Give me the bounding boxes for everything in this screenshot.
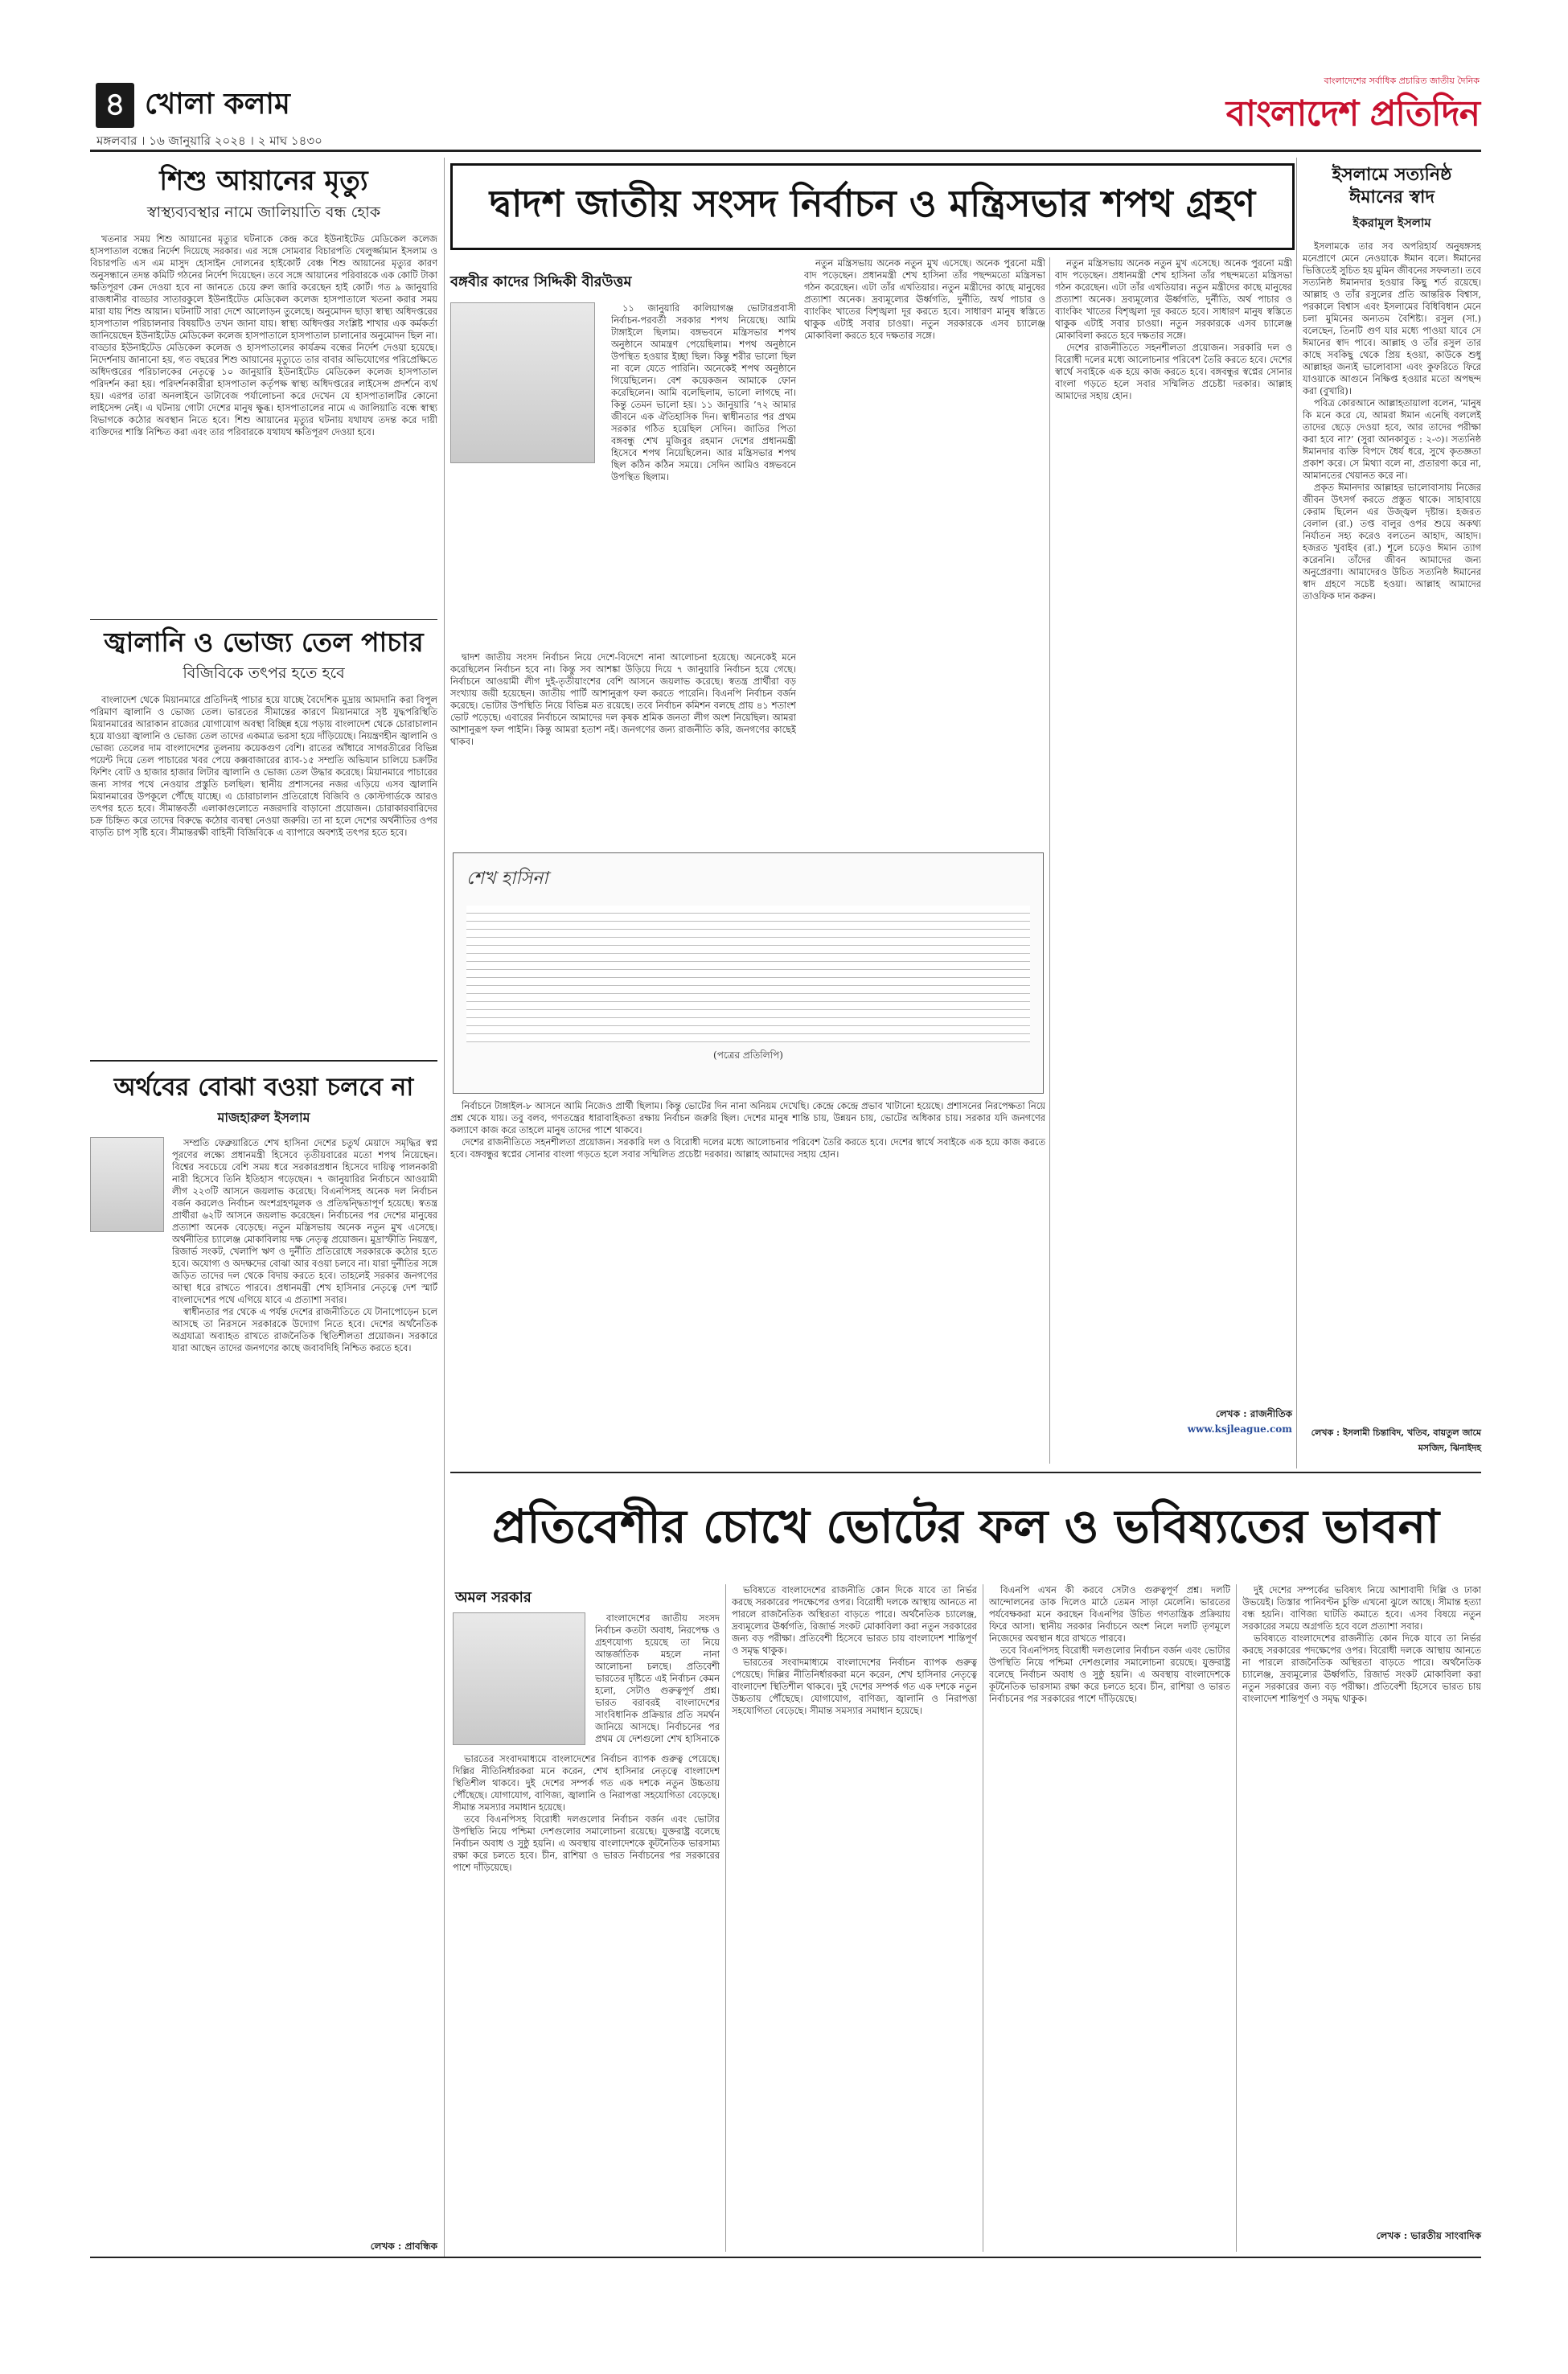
main-article-body (611, 302, 796, 648)
divider (90, 619, 437, 620)
islam-title: ইসলামে সত্যনিষ্ঠ ঈমানের স্বাদ (1332, 165, 1452, 207)
letter-signature-top: শেখ হাসিনা (466, 869, 548, 889)
letter-facsimile (453, 852, 1044, 1094)
islam-footer: লেখক : ইসলামী চিন্তাবিদ, খতিব, বায়তুল জামে মসজিদ, ঝিনাইদহ (1311, 1427, 1481, 1453)
main-article-body (450, 651, 796, 844)
islam-column (1303, 161, 1481, 1464)
editorial-1-subtitle: স্বাস্থ্যব্যবস্থার নামে জালিয়াতি বন্ধ হোক (146, 203, 381, 221)
editorial-1-paragraph: খতনার সময় শিশু আয়ানের মৃত্যুর ঘটনাকে কেন্দ্র করে ইউনাইটেড মেডিকেল কলেজ হাসপাতাল বন্ধের নির্দেশ দিয়েছে সরকার। এর সঙ্গে সোমবার বিচারপতি খেলুর্জ্জামান ইসলাম ও বিচারপতি এস এম মাসুদ হোসাইন দোলনের হাইকোর্ট বেঞ্চ শিশু আয়ানের মৃত্যুর কারণ অনুসন্ধানে তদন্ত কমিটি গঠনের নির্দেশ দিয়েছেন। তবে সঙ্গে আয়ানের পরিবারকে এক কোটি টাকা ক্ষতিপূরণ কেন দেওয়া হবে না জানতে চেয়ে রুল জারি করেছেন হাই কোর্ট। গত ৯ জানুয়ারি রাজধানীর বাড্ডার সাতারকুলে ইউনাইটেড মেডিকেল কলেজ হাসপাতালে খতনা করার সময় মারা যায় শিশু আয়ান। ঘটনাটি সারা দেশে আলোড়ন তুলেছে। অনুমোদন ছাড়া স্বাস্থ্য অধিদপ্তরের হাসপাতাল পরিচালনার বিষয়টিও তখন জানা যায়। স্বাস্থ্য অধিদপ্তর সংশ্লিষ্ট শাখার এক কর্মকর্তা জানিয়েছেন ইউনাইটেড মেডিকেল কলেজ হাসপাতালে হাসপাতাল চালানোর অনুমোদন ছিল না। বাড্ডার ইউনাইটেড মেডিকেল কলেজ ও হাসপাতালের কার্যক্রম বন্ধের নির্দেশ দেওয়া হয়েছে। নিদের্শনায় জানানো হয়, গত বছরের শিশু আয়ানের মৃত্যুতে তার বাবার অভিযোগের পরিপ্রেক্ষিতে অধিদপ্তরের পরিচালকের নেতৃত্বে ১০ জানুয়ারি ইউনাইটেড মেডিকেল কলেজ হাসপাতাল পরিদর্শন করা হয়। পরিদর্শনকারীরা হাসপাতাল কর্তৃপক্ষ স্বাস্থ্য অধিদপ্তরের লাইসেন্স প্রদর্শনে ব্যর্থ হয়। এরপর তারা অনলাইনে ডাটাবেজ পর্যালোচনা করে দেখেন যে হাসপাতালটির কোনো লাইসেন্স নেই। এ ঘটনায় গোটা দেশের মানুষ ক্ষুব্ধ। হাসপাতালের নামে এ জালিয়াতি বন্ধে স্বাস্থ্য বিভাগকে কঠোর অবস্থান নিতে হবে। শিশু আয়ানের মৃত্যুর ঘটনায় যথাযথ তদন্ত করে দায়ী ব্যক্তিদের শাস্তি নিশ্চিত করা এবং তার পরিবারকে যথাযথ ক্ষতিপূরণ দেওয়া হবে। (90, 232, 437, 437)
islam-paragraph: ইসলামকে তার সব অপরিহার্য অনুষঙ্গসহ মনেপ্রাণে মেনে নেওয়াকে ঈমান বলে। ঈমানের ভিত্তিতেই সুচিত হয় মুমিন জীবনের সফলতা। তবে সত্যনিষ্ঠ ঈমানদার হওয়ার কিছু শর্ত রয়েছে। আল্লাহ ও তাঁর রসুলের প্রতি আন্তরিক বিশ্বাস, পরকালে বিশ্বাস এবং ইসলামের বিধিবিধান মেনে চলা মুমিনের অন্যতম বৈশিষ্ট্য। রসুল (সা.) বলেছেন, তিনটি গুণ যার মধ্যে পাওয়া যাবে সে ঈমানের স্বাদ পাবে। আল্লাহ ও তাঁর রসুল তার কাছে সবকিছু থেকে প্রিয় হওয়া, কাউকে শুধু আল্লাহর জন্যই ভালোবাসা এবং কুফরিতে ফিরে যাওয়াকে আগুনে নিক্ষিপ্ত হওয়ার মতো অপছন্দ করা (বুখারি)। (1303, 240, 1481, 396)
bottom-paragraph: ভারতের সংবাদমাধ্যমে বাংলাদেশের নির্বাচন ব্যাপক গুরুত্ব পেয়েছে। দিল্লির নীতিনির্ধারকরা মনে করেন, শেখ হাসিনার নেতৃত্বে বাংলাদেশ স্থিতিশীল থাকবে। দুই দেশের সম্পর্ক গত এক দশকে নতুন উচ্চতায় পৌঁছেছে। যোগাযোগ, বাণিজ্য, জ্বালানি ও নিরাপত্তা সহযোগিতা বেড়েছে। সীমান্ত সমস্যার সমাধান হয়েছে। (453, 1753, 720, 1813)
bottom-article-body (989, 1584, 1230, 2236)
letter-caption: (পত্রের প্রতিলিপি) (713, 1049, 783, 1061)
bottom-paragraph: বাংলাদেশের জাতীয় সংসদ নির্বাচন কতটা অবাধ, নিরপেক্ষ ও গ্রহণযোগ্য হয়েছে তা নিয়ে আন্তর্জাতিক মহলে নানা আলোচনা চলছে। প্রতিবেশী ভারতের দৃষ্টিতে এই নির্বাচন কেমন হলো, সেটাও গুরুত্বপূর্ণ প্রশ্ন। ভারত বরাবরই বাংলাদেশের সাংবিধানিক প্রক্রিয়ার প্রতি সমর্থন জানিয়ে আসছে। নির্বাচনের পর প্রথম যে দেশগুলো শেখ হাসিনাকে (595, 1612, 720, 1744)
main-paragraph: ১১ জানুয়ারি কালিয়াগঞ্জ ভোটারপ্রবাসী নির্বাচন-পরবর্তী সরকার শপথ নিয়েছে। আমি টাঙ্গাইলে ছিলাম। বঙ্গভবনে মন্ত্রিসভার শপথ অনুষ্ঠানে আমন্ত্রণ পেয়েছিলাম। শপথ অনুষ্ঠানে উপস্থিত হওয়ার ইচ্ছা ছিল। কিন্তু শরীর ভালো ছিল না বলে যেতে পারিনি। অনেকেই শপথ অনুষ্ঠানে গিয়েছিলেন। বেশ কয়েকজন আমাকে ফোন করেছিলেন। আমি বলেছিলাম, ভালো লাগছে না। কিন্তু তেমন ভালো হয়। ১১ জানুয়ারি ’৭২ আমার জীবনে এক ঐতিহাসিক দিন। স্বাধীনতার পর প্রথম সরকার গঠিত হয়েছিল সেদিন। জাতির পিতা বঙ্গবন্ধু শেখ মুজিবুর রহমান দেশের প্রধানমন্ত্রী হিসেবে শপথ নিয়েছিলেন। আর মন্ত্রিসভার শপথ ছিল কঠিন কঠিন সময়ে। সেদিন আমিও বঙ্গভবনে উপস্থিত ছিলাম। (611, 302, 796, 483)
article-small-paragraph: স্বাধীনতার পর থেকে এ পর্যন্ত দেশের রাজনীতিতে যে টানাপোড়েন চলে আসছে তা নিরসনে সরকারকে উদ্যোগ নিতে হবে। দেশের অর্থনৈতিক অগ্রযাত্রা অব্যাহত রাখতে রাজনৈতিক স্থিতিশীলতা প্রয়োজন। সরকারে যারা আছেন তাদের জনগণের কাছে জবাবদিহি নিশ্চিত করতে হবে। (172, 1305, 437, 1353)
section-rule (450, 1472, 1481, 1473)
editorial-1-body (90, 233, 437, 619)
article-small-footer: লেখক : প্রাবন্ধিক (370, 2241, 437, 2252)
bottom-paragraph: তবে বিএনপিসহ বিরোধী দলগুলোর নির্বাচন বর্জন এবং ভোটার উপস্থিতি নিয়ে পশ্চিমা দেশগুলোর সমালোচনা রয়েছে। যুক্তরাষ্ট্র বলেছে নির্বাচন অবাধ ও সুষ্ঠু হয়নি। এ অবস্থায় বাংলাদেশকে কূটনৈতিক ভারসাম্য রক্ষা করে চলতে হবে। চীন, রাশিয়া ও ভারত নির্বাচনের পর সরকারের পাশে দাঁড়িয়েছে। (453, 1813, 720, 1873)
date-line: মঙ্গলবার । ১৬ জানুয়ারি ২০২৪ । ২ মাঘ ১৪৩০ (96, 133, 322, 148)
column-divider (1296, 158, 1297, 1468)
author-photo (453, 1612, 585, 1745)
islam-paragraph: পবিত্র কোরআনে আল্লাহতায়ালা বলেন, ‘মানুষ কি মনে করে যে, আমরা ঈমান এনেছি বললেই তাদের ছেড়ে দেওয়া হবে, আর তাদের পরীক্ষা করা হবে না?’ (সুরা আনকাবুত : ২-৩)। সত্যনিষ্ঠ ঈমানদার ব্যক্তি বিপদে ধৈর্য ধরে, সুখে কৃতজ্ঞতা প্রকাশ করে। সে মিথ্যা বলে না, প্রতারণা করে না, আমানতের খেয়ানত করে না। (1303, 397, 1481, 481)
main-article-url: www.ksjleague.com (1187, 1423, 1292, 1435)
main-article-body (450, 1100, 1045, 1470)
masthead-rule (90, 150, 1481, 152)
main-article-footer: লেখক : রাজনীতিক (1215, 1408, 1292, 1419)
letter-lines (466, 906, 1030, 1042)
column-divider (1236, 1584, 1237, 2252)
bottom-paragraph: দুই দেশের সম্পর্কের ভবিষ্যৎ নিয়ে আশাবাদী দিল্লি ও ঢাকা উভয়েই। তিস্তার পানিবণ্টন চুক্তি এখনো ঝুলে আছে। সীমান্ত হত্যা বন্ধ হয়নি। বাণিজ্য ঘাটতি কমাতে হবে। এসব বিষয়ে নতুন সরকারের সময়ে অগ্রগতি হবে বলে প্রত্যাশা সবার। (1242, 1584, 1481, 1632)
bottom-article-body (453, 1753, 720, 2236)
page-number-badge (96, 83, 134, 128)
main-author: বঙ্গবীর কাদের সিদ্দিকী বীরউত্তম (450, 273, 632, 290)
bottom-paragraph: ভারতের সংবাদমাধ্যমে বাংলাদেশের নির্বাচন ব্যাপক গুরুত্ব পেয়েছে। দিল্লির নীতিনির্ধারকরা মনে করেন, শেখ হাসিনার নেতৃত্বে বাংলাদেশ স্থিতিশীল থাকবে। দুই দেশের সম্পর্ক গত এক দশকে নতুন উচ্চতায় পৌঁছেছে। যোগাযোগ, বাণিজ্য, জ্বালানি ও নিরাপত্তা সহযোগিতা বেড়েছে। সীমান্ত সমস্যার সমাধান হয়েছে। (732, 1657, 977, 1716)
author-photo (90, 1137, 164, 1232)
main-headline: দ্বাদশ জাতীয় সংসদ নির্বাচন ও মন্ত্রিসভার শপথ গ্রহণ (450, 163, 1295, 250)
editorial-2-body (90, 694, 437, 1060)
bottom-author: অমল সরকার (455, 1589, 532, 1606)
bottom-article-footer: লেখক : ভারতীয় সাংবাদিক (1376, 2230, 1481, 2241)
islam-paragraph: প্রকৃত ঈমানদার আল্লাহর ভালোবাসায় নিজের জীবন উৎসর্গ করতে প্রস্তুত থাকে। সাহাবায়ে কেরাম ছিলেন এর উজ্জ্বল দৃষ্টান্ত। হজরত বেলাল (রা.) তপ্ত বালুর ওপর শুয়ে অকথ্য নির্যাতন সহ্য করেও বলতেন আহাদ, আহাদ। হজরত খুবাইব (রা.) শূলে চড়েও ঈমান ত্যাগ করেননি। তাঁদের জীবন আমাদের জন্য অনুপ্রেরণা। আমাদেরও উচিত সত্যনিষ্ঠ ঈমানের স্বাদ গ্রহণে সচেষ্ট হওয়া। আল্লাহ আমাদের তাওফিক দান করুন। (1303, 482, 1481, 602)
editorial-2-subtitle: বিজিবিকে তৎপর হতে হবে (183, 663, 345, 682)
bottom-article-body (732, 1584, 977, 2236)
article-small-author: মাজহারুল ইসলাম (217, 1109, 310, 1125)
divider (90, 1060, 437, 1062)
paper-logo (1102, 87, 1480, 146)
editorial-1-title: শিশু আয়ানের মৃত্যু (159, 165, 368, 197)
article-small-title: অর্থবের বোঝা বওয়া চলবে না (113, 1073, 414, 1102)
author-photo (450, 302, 595, 463)
bottom-article-body (1242, 1584, 1481, 2220)
islam-body (1303, 240, 1481, 1423)
article-small-paragraph: সম্প্রতি ফেব্রুয়ারিতে শেখ হাসিনা দেশের চতুর্থ মেয়াদে সমৃদ্ধির স্বপ্ন পূরণের লক্ষ্যে প্রধানমন্ত্রী হিসেবে তৃতীয়বারের মতো শপথ নিয়েছেন। বিশ্বের সবচেয়ে বেশি সময় ধরে সরকারপ্রধান হিসেবে দায়িত্ব পালনকারী নারী হিসেবে তিনি ইতিহাস গড়েছেন। ৭ জানুয়ারির নির্বাচনে আওয়ামী লীগ ২২৩টি আসনে জয়লাভ করেছে। বিএনপিসহ অনেক দল নির্বাচন বর্জন করলেও নির্বাচন অংশগ্রহণমূলক ও প্রতিদ্বন্দ্বিতাপূর্ণ হয়েছে। স্বতন্ত্র প্রার্থীরা ৬২টি আসনে জয়লাভ করেছেন। নির্বাচনের পর দেশের মানুষের প্রত্যাশা অনেক বেড়েছে। নতুন মন্ত্রিসভায় অনেক নতুন মুখ এসেছে। অর্থনীতির চ্যালেঞ্জ মোকাবিলায় দক্ষ নেতৃত্ব প্রয়োজন। মুদ্রাস্ফীতি নিয়ন্ত্রণ, রিজার্ভ সংকট, খেলাপি ঋণ ও দুর্নীতি প্রতিরোধে সরকারকে কঠোর হতে হবে। অযোগ্য ও অদক্ষদের বোঝা আর বওয়া চলবে না। যারা দুর্নীতির সঙ্গে জড়িত তাদের দল থেকে বিদায় করতে হবে। তাহলেই সরকার জনগণের আস্থা ধরে রাখতে পারবে। প্রধানমন্ত্রী শেখ হাসিনার নেতৃত্বে দেশ স্মার্ট বাংলাদেশের পথে এগিয়ে যাবে এ প্রত্যাশা সবার। (172, 1136, 437, 1305)
main-article-body (804, 257, 1045, 836)
column-divider (1049, 257, 1050, 1464)
main-paragraph: নতুন মন্ত্রিসভায় অনেক নতুন মুখ এসেছে। অনেক পুরনো মন্ত্রী বাদ পড়েছেন। প্রধানমন্ত্রী শেখ হাসিনা তাঁর পছন্দমতো মন্ত্রিসভা গঠন করেছেন। এটা তাঁর এখতিয়ার। নতুন মন্ত্রীদের কাছে মানুষের প্রত্যাশা অনেক। দ্রব্যমূল্যের ঊর্ধ্বগতি, দুর্নীতি, অর্থ পাচার ও ব্যাংকিং খাতের বিশৃঙ্খলা দূর করতে হবে। সাধারণ মানুষ স্বস্তিতে থাকুক এটাই সবার চাওয়া। নতুন সরকারকে এসব চ্যালেঞ্জ মোকাবিলা করতে হবে দক্ষতার সঙ্গে। (804, 257, 1045, 341)
column-divider (725, 1584, 726, 2252)
bottom-article-body (595, 1612, 720, 1745)
column-divider (444, 158, 445, 2257)
bottom-page-rule (90, 2257, 1481, 2258)
editorial-1 (90, 161, 437, 615)
section-title: খোলা কলাম (145, 88, 290, 121)
bottom-headline: প্রতিবেশীর চোখে ভোটের ফল ও ভবিষ্যতের ভাবনা (491, 1499, 1440, 1554)
main-paragraph: নির্বাচনে টাঙ্গাইল-৮ আসনে আমি নিজেও প্রার্থী ছিলাম। কিন্তু ভোটের দিন নানা অনিয়ম দেখেছি। কেন্দ্রে কেন্দ্রে প্রভাব খাটানো হয়েছে। প্রশাসনের নিরপেক্ষতা নিয়ে প্রশ্ন থেকে যায়। তবু বলব, গণতন্ত্রের ধারাবাহিকতা রক্ষায় নির্বাচন জরুরি ছিল। দেশের মানুষ শান্তি চায়, উন্নয়ন চায়, ভোটের অধিকার চায়। সরকার যদি জনগণের কল্যাণে কাজ করে তাহলে মানুষ তাদের পাশে থাকবে। (450, 1100, 1045, 1136)
bottom-paragraph: ভবিষ্যতে বাংলাদেশের রাজনীতি কোন দিকে যাবে তা নির্ভর করছে সরকারের পদক্ষেপের ওপর। বিরোধী দলকে আস্থায় আনতে না পারলে রাজনৈতিক অস্থিরতা বাড়তে পারে। অর্থনৈতিক চ্যালেঞ্জ, দ্রব্যমূল্যের ঊর্ধ্বগতি, রিজার্ভ সংকট মোকাবিলা করা নতুন সরকারের জন্য বড় পরীক্ষা। প্রতিবেশী হিসেবে ভারত চায় বাংলাদেশ শান্তিপূর্ণ ও সমৃদ্ধ থাকুক। (732, 1584, 977, 1656)
islam-author: ইকরামুল ইসলাম (1353, 216, 1431, 230)
main-paragraph: দ্বাদশ জাতীয় সংসদ নির্বাচন নিয়ে দেশে-বিদেশে নানা আলোচনা হয়েছে। অনেকেই মনে করেছিলেন নির্বাচন হবে না। কিন্তু সব আশঙ্কা উড়িয়ে দিয়ে ৭ জানুয়ারি নির্বাচন হয়ে গেছে। নির্বাচনে আওয়ামী লীগ দুই-তৃতীয়াংশের বেশি আসনে জয়লাভ করেছে। স্বতন্ত্র প্রার্থীরা বড় সংখ্যায় জয়ী হয়েছেন। জাতীয় পার্টি আশানুরূপ ফল করতে পারেনি। বিএনপি নির্বাচন বর্জন করেছে। ভোটার উপস্থিতি নিয়ে বিভিন্ন মত রয়েছে। তবে নির্বাচন কমিশন বলছে প্রায় ৪১ শতাংশ ভোট পড়েছে। এবারের নির্বাচনে আমাদের দল কৃষক শ্রমিক জনতা লীগ অংশ নিয়েছিল। আমরা আশানুরূপ ফল পাইনি। কিন্তু আমরা হতাশ নই। জনগণের জন্য রাজনীতি করি, জনগণের কাছেই থাকব। (450, 651, 796, 747)
editorial-2-title: জ্বালানি ও ভোজ্য তেল পাচার (104, 626, 424, 658)
main-paragraph: দেশের রাজনীতিতে সহনশীলতা প্রয়োজন। সরকারি দল ও বিরোধী দলের মধ্যে আলোচনার পরিবেশ তৈরি করতে হবে। দেশের স্বার্থে সবাইকে এক হয়ে কাজ করতে হবে। বঙ্গবন্ধুর স্বপ্নের সোনার বাংলা গড়তে হলে সবার সম্মিলিত প্রচেষ্টা দরকার। আল্লাহ আমাদের সহায় হোন। (1055, 342, 1292, 401)
bottom-paragraph: বিএনপি এখন কী করবে সেটাও গুরুত্বপূর্ণ প্রশ্ন। দলটি আন্দোলনের ডাক দিলেও মাঠে তেমন সাড়া মেলেনি। ভারতের পর্যবেক্ষকরা মনে করছেন বিএনপির উচিত গণতান্ত্রিক প্রক্রিয়ায় ফিরে আসা। স্থানীয় সরকার নির্বাচনে অংশ নিলে দলটি তৃণমূলে নিজেদের অবস্থান ধরে রাখতে পারবে। (989, 1584, 1230, 1644)
bottom-paragraph: তবে বিএনপিসহ বিরোধী দলগুলোর নির্বাচন বর্জন এবং ভোটার উপস্থিতি নিয়ে পশ্চিমা দেশগুলোর সমালোচনা রয়েছে। যুক্তরাষ্ট্র বলেছে নির্বাচন অবাধ ও সুষ্ঠু হয়নি। এ অবস্থায় বাংলাদেশকে কূটনৈতিক ভারসাম্য রক্ষা করে চলতে হবে। চীন, রাশিয়া ও ভারত নির্বাচনের পর সরকারের পাশে দাঁড়িয়েছে। (989, 1645, 1230, 1704)
main-paragraph: নতুন মন্ত্রিসভায় অনেক নতুন মুখ এসেছে। অনেক পুরনো মন্ত্রী বাদ পড়েছেন। প্রধানমন্ত্রী শেখ হাসিনা তাঁর পছন্দমতো মন্ত্রিসভা গঠন করেছেন। এটা তাঁর এখতিয়ার। নতুন মন্ত্রীদের কাছে মানুষের প্রত্যাশা অনেক। দ্রব্যমূল্যের ঊর্ধ্বগতি, দুর্নীতি, অর্থ পাচার ও ব্যাংকিং খাতের বিশৃঙ্খলা দূর করতে হবে। সাধারণ মানুষ স্বস্তিতে থাকুক এটাই সবার চাওয়া। নতুন সরকারকে এসব চ্যালেঞ্জ মোকাবিলা করতে হবে দক্ষতার সঙ্গে। (1055, 257, 1292, 341)
bottom-paragraph: ভবিষ্যতে বাংলাদেশের রাজনীতি কোন দিকে যাবে তা নির্ভর করছে সরকারের পদক্ষেপের ওপর। বিরোধী দলকে আস্থায় আনতে না পারলে রাজনৈতিক অস্থিরতা বাড়তে পারে। অর্থনৈতিক চ্যালেঞ্জ, দ্রব্যমূল্যের ঊর্ধ্বগতি, রিজার্ভ সংকট মোকাবিলা করা নতুন সরকারের জন্য বড় পরীক্ষা। প্রতিবেশী হিসেবে ভারত চায় বাংলাদেশ শান্তিপূর্ণ ও সমৃদ্ধ থাকুক। (1242, 1633, 1481, 1704)
paper-logo-text: বাংলাদেশ প্রতিদিন (1225, 93, 1480, 134)
main-article-body (1055, 257, 1292, 1399)
editorial-2 (90, 626, 437, 1060)
main-paragraph: দেশের রাজনীতিতে সহনশীলতা প্রয়োজন। সরকারি দল ও বিরোধী দলের মধ্যে আলোচনার পরিবেশ তৈরি করতে হবে। দেশের স্বার্থে সবাইকে এক হয়ে কাজ করতে হবে। বঙ্গবন্ধুর স্বপ্নের সোনার বাংলা গড়তে হলে সবার সম্মিলিত প্রচেষ্টা দরকার। আল্লাহ আমাদের সহায় হোন। (450, 1136, 1045, 1160)
article-small-body (172, 1137, 437, 2183)
editorial-2-paragraph: বাংলাদেশ থেকে মিয়ানমারে প্রতিদিনই পাচার হয়ে যাচ্ছে বৈদেশিক মুদ্রায় আমদানি করা বিপুল পরিমাণ জ্বালানি ও ভোজ্য তেল। ভারতের সীমান্তের কারণে মিয়ানমারে সৃষ্ট যুদ্ধপরিস্থিতি মিয়ানমারের আরাকান রাজ্যের যোগাযোগ অবস্থা বিচ্ছিন্ন হয়ে পড়ায় বাংলাদেশ থেকে চোরাচালান হয়ে যাওয়া জ্বালানি ও ভোজ্য তেল তাদের একমাত্র ভরসা হয়ে দাঁড়িয়েছে। নিয়ন্ত্রণহীন জ্বালানি ও ভোজ্য তেলের দাম বাংলাদেশের তুলনায় কয়েকগুণ বেশি। রাতের আঁধারে সাগরতীরের বিভিন্ন পয়েন্ট দিয়ে তেল পাচারের খবর পেয়ে কক্সবাজারের র‌্যাব-১৫ সম্প্রতি অভিযান চালিয়ে চক্রটির ফিশিং বোট ও হাজার হাজার লিটার জ্বালানি ও ভোজ্য তেল উদ্ধার করেছে। মিয়ানমারে পাচারের জন্য সাগর পথে নেওয়ার প্রস্তুতি চলছিল। স্থানীয় প্রশাসনের নজর এড়িয়ে এসব জ্বালানি মিয়ানমারের উপকূলে পৌঁছে যাচ্ছে। এ চোরাচালান প্রতিরোধে বিজিবি ও কোস্টগার্ডকে আরও তৎপর হতে হবে। সীমান্তবর্তী এলাকাগুলোতে নজরদারি বাড়ানো প্রয়োজন। চোরাকারবারিদের চক্র চিহ্নিত করে তাদের বিরুদ্ধে কঠোর ব্যবস্থা নেওয়া জরুরি। তা না হলে দেশের অর্থনীতির ওপর বাড়তি চাপ সৃষ্টি হবে। সীমান্তরক্ষী বাহিনী বিজিবিকে এ ব্যাপারে অবশ্যই তৎপর হতে হবে। (90, 693, 437, 838)
article-small (90, 1068, 437, 2234)
page-number: ৪ (105, 85, 125, 123)
paper-tagline: বাংলাদেশের সর্বাধিক প্রচারিত জাতীয় দৈনিক (1324, 76, 1480, 86)
